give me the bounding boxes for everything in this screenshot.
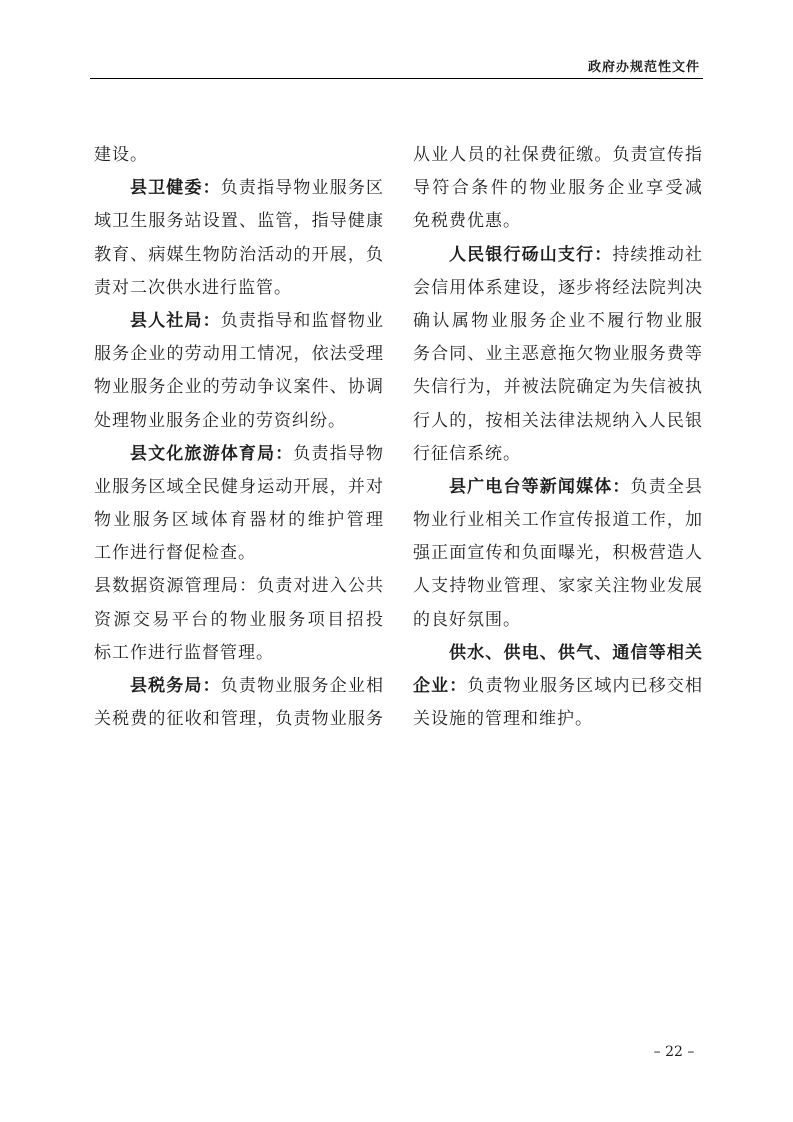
line-text: 务合同、业主恶意拖欠物业服务费等 — [413, 344, 703, 365]
text-line — [94, 537, 384, 570]
paragraph-heading: 供水、供电、供气、通信等相关 — [449, 642, 703, 663]
text-line — [94, 637, 384, 670]
text-line — [413, 670, 703, 703]
text-line — [94, 305, 384, 338]
line-text: 域卫生服务站设置、监管，指导健康 — [94, 211, 384, 232]
text-line — [94, 703, 384, 736]
line-text: 建设。 — [94, 145, 148, 165]
text-line — [94, 239, 384, 272]
paragraph-heading: 县文化旅游体育局： — [130, 443, 294, 464]
paragraph-heading: 县卫健委： — [130, 178, 221, 199]
text-line — [413, 371, 703, 404]
line-text: 行征信系统。 — [413, 443, 521, 464]
text-line — [94, 272, 384, 305]
text-line — [413, 438, 703, 471]
paragraph-heading: 县人社局： — [130, 310, 221, 331]
line-text: 工作进行督促检查。 — [94, 543, 256, 564]
text-line — [413, 338, 703, 371]
line-text: 教育、病媒生物防治活动的开展，负 — [94, 244, 384, 265]
text-line — [94, 504, 384, 537]
text-line — [413, 703, 703, 736]
left-column — [94, 139, 384, 736]
text-line — [413, 604, 703, 637]
line-text: 业服务区域全民健身运动开展，并对 — [94, 476, 384, 497]
line-text: 县数据资源管理局：负责对进入公共 — [94, 576, 384, 597]
text-line — [413, 471, 703, 504]
text-line — [413, 570, 703, 603]
line-text: 会信用体系建设，逐步将经法院判决 — [413, 277, 703, 298]
line-text: 负责全县 — [630, 476, 704, 497]
line-text: 资源交易平台的物业服务项目招投 — [94, 609, 384, 630]
text-line — [413, 537, 703, 570]
text-line — [94, 604, 384, 637]
line-text: 持续推动社 — [612, 244, 704, 265]
paragraph-heading: 企业： — [413, 676, 468, 696]
text-line — [94, 371, 384, 404]
text-line — [413, 239, 703, 272]
line-text: 关设施的管理和维护。 — [413, 709, 593, 730]
line-text: 人支持物业管理、家家关注物业发展 — [413, 576, 703, 597]
text-line — [413, 272, 703, 305]
line-text: 免税费优惠。 — [413, 211, 521, 232]
line-text: 负责物业服务区域内已移交相 — [467, 676, 704, 696]
right-column — [413, 139, 703, 736]
text-line — [94, 205, 384, 238]
text-line — [413, 172, 703, 205]
line-text: 责对二次供水进行监管。 — [94, 277, 292, 298]
line-text: 失信行为，并被法院确定为失信被执 — [413, 377, 703, 398]
text-line — [413, 205, 703, 238]
line-text: 负责指导和监督物业 — [220, 310, 385, 331]
line-text: 物业服务企业的劳动争议案件、协调 — [94, 377, 384, 398]
text-line — [413, 637, 703, 670]
paragraph-heading: 人民银行砀山支行： — [449, 244, 613, 265]
line-text: 确认属物业服务企业不履行物业服 — [413, 310, 703, 331]
text-line — [94, 405, 384, 438]
line-text: 负责指导物业服务区 — [220, 178, 385, 199]
line-text: 物业行业相关工作宣传报道工作，加 — [413, 510, 703, 531]
line-text: 标工作进行监督管理。 — [94, 642, 274, 663]
line-text: 关税费的征收和管理，负责物业服务 — [94, 709, 384, 730]
line-text: 强正面宣传和负面曝光，积极营造人 — [413, 543, 703, 564]
text-line — [94, 438, 384, 471]
line-text: 处理物业服务企业的劳资纠纷。 — [94, 410, 346, 431]
text-line — [94, 338, 384, 371]
line-text: 导符合条件的物业服务企业享受减 — [413, 178, 703, 199]
line-text: 负责指导物 — [293, 443, 385, 464]
text-line — [94, 570, 384, 603]
text-line — [94, 172, 384, 205]
text-line — [413, 139, 703, 172]
line-text: 从业人员的社保费征缴。负责宣传指 — [413, 145, 703, 165]
text-line — [94, 139, 384, 172]
line-text: 负责物业服务企业相 — [220, 676, 385, 696]
paragraph-heading: 县税务局： — [130, 676, 221, 696]
header-title: 政府办规范性文件 — [587, 60, 700, 75]
line-text: 行人的，按相关法律法规纳入人民银 — [413, 410, 703, 431]
line-text: 的良好氛围。 — [413, 609, 521, 630]
text-line — [413, 305, 703, 338]
text-line — [413, 405, 703, 438]
line-text: 物业服务区域体育器材的维护管理 — [94, 510, 384, 531]
text-line — [413, 504, 703, 537]
text-line — [94, 471, 384, 504]
page-number: – 22 – — [653, 1044, 695, 1060]
text-line — [94, 670, 384, 703]
paragraph-heading: 县广电台等新闻媒体： — [449, 476, 631, 497]
line-text: 服务企业的劳动用工情况，依法受理 — [94, 344, 384, 365]
header-rule — [90, 78, 703, 79]
